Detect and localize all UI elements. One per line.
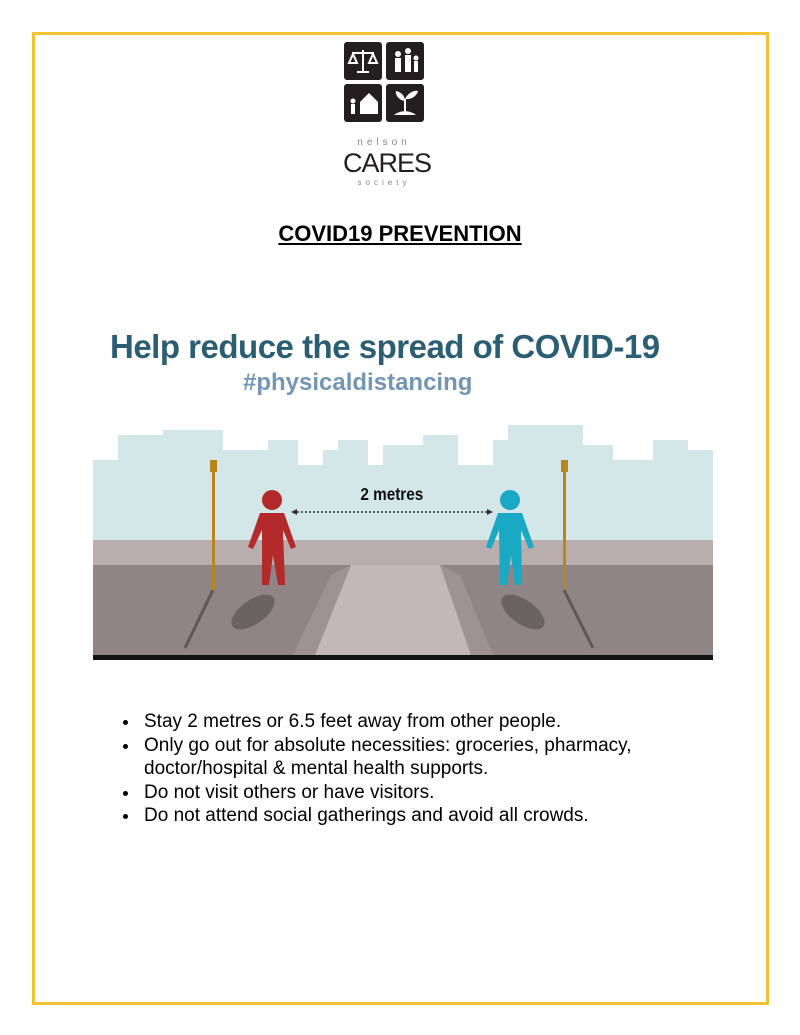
- page-title: COVID19 PREVENTION: [278, 221, 522, 246]
- list-item: • Stay 2 metres or 6.5 feet away from other people.: [140, 710, 740, 734]
- logo-cares: CARES: [343, 148, 432, 178]
- list-item: • Do not attend social gatherings and avoid all crowds.: [140, 804, 740, 828]
- logo-nelson: nelson: [357, 137, 411, 148]
- prevention-list: [115, 710, 740, 828]
- poster-hashtag: #physicaldistancing: [243, 369, 473, 396]
- distance-label: 2 metres: [360, 483, 424, 505]
- people-icon: [386, 42, 424, 80]
- scales-icon: [344, 42, 382, 80]
- house-icon: [344, 84, 382, 122]
- plant-icon: [386, 84, 424, 122]
- ground-band: [93, 540, 713, 567]
- poster-headline: Help reduce the spread of COVID-19: [110, 328, 660, 365]
- list-item: • Only go out for absolute necessities: groceries, pharmacy, doctor/hospital & mental health supports.: [140, 734, 740, 781]
- list-item: • Do not visit others or have visitors.: [140, 781, 740, 805]
- ground-line: [93, 655, 713, 660]
- nelson-cares-logo: [343, 42, 432, 187]
- logo-society: society: [357, 178, 411, 187]
- physical-distancing-illustration: [93, 420, 713, 660]
